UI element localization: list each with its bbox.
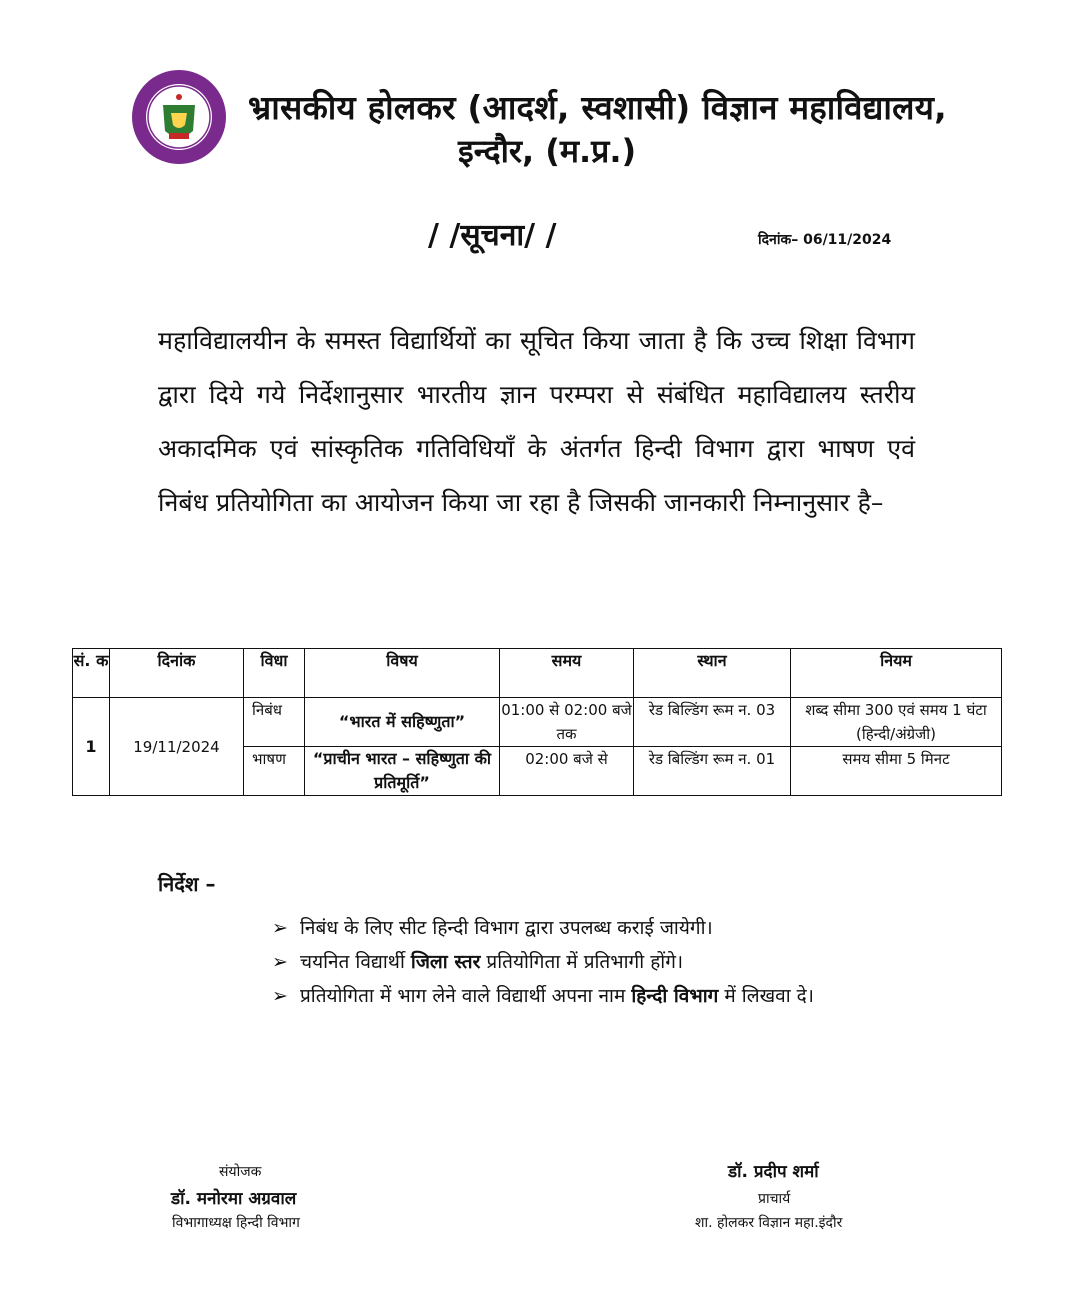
- direction-highlight: जिला स्तर: [410, 951, 481, 973]
- cell-subject: “भारत में सहिष्णुता”: [305, 698, 500, 747]
- cell-subject: “प्राचीन भारत – सहिष्णुता की प्रतिमूर्ति”: [305, 747, 500, 796]
- cell-time: 02:00 बजे से: [500, 747, 634, 796]
- header-subject: विषय: [305, 649, 500, 698]
- right-signatory-org: शा. होलकर विज्ञान महा.इंदौर: [695, 1215, 843, 1231]
- directions-heading: निर्देश –: [158, 872, 216, 896]
- cell-place: रेड बिल्डिंग रूम न. 03: [634, 698, 791, 747]
- left-signatory-name: डॉ. मनोरमा अग्रवाल: [171, 1189, 297, 1209]
- college-title-line1: भ्रासकीय होलकर (आदर्श, स्वशासी) विज्ञान महाविद्यालय,: [248, 88, 947, 127]
- notice-heading: / /सूचना/ /: [428, 218, 557, 253]
- header-date: दिनांक: [110, 649, 244, 698]
- right-signatory-role: प्राचार्य: [758, 1191, 791, 1207]
- table-row: [73, 698, 1002, 747]
- left-signatory-dept: विभागाध्यक्ष हिन्दी विभाग: [172, 1215, 300, 1231]
- header-type: विधा: [244, 649, 305, 698]
- schedule-table: [72, 648, 1002, 796]
- direction-highlight: हिन्दी विभाग: [631, 985, 719, 1007]
- header-time: समय: [500, 649, 634, 698]
- table-header-row: [73, 649, 1002, 698]
- arrow-bullet-icon: ➢: [272, 985, 288, 1007]
- direction-text: निबंध के लिए सीट हिन्दी विभाग द्वारा उपलब्ध कराई जायेगी।: [300, 917, 713, 939]
- direction-item: [272, 946, 917, 978]
- direction-text-part: प्रतियोगिता में भाग लेने वाले विद्यार्थी अपना नाम: [300, 985, 632, 1007]
- direction-item: [272, 912, 917, 944]
- direction-text-part: चयनित विद्यार्थी: [300, 951, 411, 973]
- header-rules: नियम: [791, 649, 1002, 698]
- college-seal-icon: [131, 69, 227, 165]
- cell-rules: समय सीमा 5 मिनट: [791, 747, 1002, 796]
- cell-type: निबंध: [244, 698, 305, 747]
- direction-text-part: में लिखवा दे।: [718, 985, 814, 1007]
- cell-rules: शब्द सीमा 300 एवं समय 1 घंटा (हिन्दी/अंग्रेजी): [791, 698, 1002, 747]
- college-logo: [131, 69, 227, 165]
- notice-body: महाविद्यालयीन के समस्त विद्यार्थियों का सूचित किया जाता है कि उच्च शिक्षा विभाग द्वारा दिये गये निर्देशानुसार भारतीय ज्ञान परम्परा से संबंधित महाविद्यालय स्तरीय अकादमिक एवं सांस्कृतिक गतिविधियाँ के अंतर्गत हिन्दी विभाग द्वारा भाषण एवं निबंध प्रतियोगिता का आयोजन किया जा रहा है जिसकी जानकारी निम्नानुसार है–: [158, 326, 915, 517]
- college-title-line2: इन्दौर, (म.प्र.): [458, 132, 637, 170]
- header-place: स्थान: [634, 649, 791, 698]
- arrow-bullet-icon: ➢: [272, 951, 288, 973]
- direction-text-part: प्रतियोगिता में प्रतिभागी होंगे।: [480, 951, 684, 973]
- cell-place: रेड बिल्डिंग रूम न. 01: [634, 747, 791, 796]
- right-signatory-name: डॉ. प्रदीप शर्मा: [728, 1162, 819, 1182]
- direction-text: [300, 946, 917, 978]
- header-sno: सं. क: [73, 649, 110, 698]
- direction-text: [300, 980, 917, 1012]
- notice-date: दिनांक– 06/11/2024: [758, 232, 892, 248]
- cell-time: 01:00 से 02:00 बजे तक: [500, 698, 634, 747]
- direction-item: [272, 980, 917, 1012]
- left-signatory-role: संयोजक: [219, 1164, 262, 1180]
- cell-date: 19/11/2024: [110, 698, 244, 796]
- arrow-bullet-icon: ➢: [272, 917, 288, 939]
- cell-type: भाषण: [244, 747, 305, 796]
- cell-sno: 1: [73, 698, 110, 796]
